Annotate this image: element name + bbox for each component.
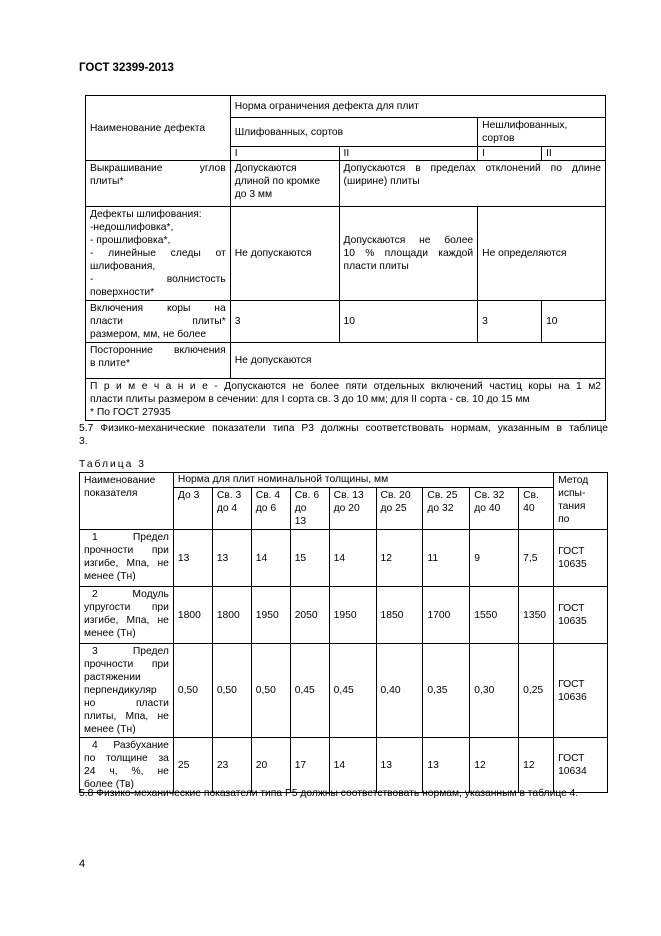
t3-thickness-header: Св. 4 до 6: [251, 488, 290, 530]
t3-value: 1550: [470, 587, 519, 644]
t3-value: 0,50: [212, 644, 251, 738]
grade-unpolished-2: II: [542, 147, 606, 161]
t3-value: 0,50: [173, 644, 212, 738]
t3-value: 0,45: [290, 644, 329, 738]
t3-value: 1800: [212, 587, 251, 644]
t3-value: 0,45: [329, 644, 376, 738]
bark-polished-1: 3: [230, 301, 339, 343]
t3-value: 1350: [519, 587, 554, 644]
t3-value: 12: [470, 738, 519, 793]
t3-row-name: 4 Разбухание по толщине за 24 ч, %, не более (Тв): [80, 738, 174, 793]
paragraph-5-8: 5.8 Физико-механические показатели типа Р5 должны соответствовать нормам, указанным в таблице 4.: [79, 788, 579, 799]
t3-method: ГОСТ 10635: [554, 587, 608, 644]
t3-thickness-header: Св. 20 до 25: [376, 488, 423, 530]
row-name-chipping: Выкрашивание углов плиты*: [86, 161, 231, 207]
t3-value: 17: [290, 738, 329, 793]
t3-value: 23: [212, 738, 251, 793]
paragraph-5-7: 5.7 Физико-механические показатели типа Р3 должны соответствовать нормам, указанным в таблице 3.: [79, 423, 608, 447]
t3-norm-header: Норма для плит номинальной толщины, мм: [173, 473, 553, 488]
t3-value: 14: [251, 530, 290, 587]
table3-caption: Таблица 3: [79, 459, 146, 470]
chipping-polished-1: Допускаются длиной по кромке до 3 мм: [230, 161, 339, 207]
t3-value: 20: [251, 738, 290, 793]
t3-value: 0,35: [423, 644, 470, 738]
t3-thickness-header: Св. 32 до 40: [470, 488, 519, 530]
t3-thickness-header: Св. 3 до 4: [212, 488, 251, 530]
row-name-bark-inclusions: Включения коры на пласти плиты* размером, мм, не более: [86, 301, 231, 343]
t3-value: 1700: [423, 587, 470, 644]
t3-value: 12: [376, 530, 423, 587]
t3-value: 13: [173, 530, 212, 587]
t3-row-name: 1 Предел прочности при изгибе, Мпа, не менее (Тн): [80, 530, 174, 587]
document-code: ГОСТ 32399-2013: [79, 62, 174, 74]
unpolished-header: Нешлифованных, сортов: [478, 118, 606, 147]
polished-header: Шлифованных, сортов: [230, 118, 477, 147]
t3-method: ГОСТ 10636: [554, 644, 608, 738]
t3-thickness-header: До 3: [173, 488, 212, 530]
t3-value: 12: [519, 738, 554, 793]
t3-method-header: Метод испы- тания по: [554, 473, 608, 530]
row-name-grinding-defects: Дефекты шлифования: -недошлифовка*, - прошлифовка*, - линейные следы от шлифования, - волнистость поверхности*: [86, 207, 231, 301]
t3-value: 14: [329, 530, 376, 587]
table1-note: П р и м е ч а н и е - Допускаются не более пяти отдельных включений частиц коры на 1 м2 пласти плиты размером в сечении: для I сорта св. 3 до 10 мм; для II сорта - св. 10 до 15 мм * По ГОСТ 27935: [86, 379, 606, 421]
grade-polished-2: II: [339, 147, 478, 161]
bark-unpolished-2: 10: [542, 301, 606, 343]
grinding-unpolished: Не определяются: [478, 207, 606, 301]
t3-value: 0,50: [251, 644, 290, 738]
norm-header: Норма ограничения дефекта для плит: [230, 96, 605, 118]
defect-limits-table: [85, 95, 606, 421]
t3-value: 14: [329, 738, 376, 793]
t3-value: 15: [290, 530, 329, 587]
bark-polished-2: 10: [339, 301, 478, 343]
t3-value: 2050: [290, 587, 329, 644]
t3-value: 11: [423, 530, 470, 587]
t3-value: 13: [212, 530, 251, 587]
grade-unpolished-1: I: [478, 147, 542, 161]
t3-thickness-header: Св. 40: [519, 488, 554, 530]
t3-thickness-header: Св. 13 до 20: [329, 488, 376, 530]
physical-properties-table: [79, 472, 608, 793]
t3-value: 0,30: [470, 644, 519, 738]
t3-row-name: 2 Модуль упругости при изгибе, Мпа, не менее (Тн): [80, 587, 174, 644]
t3-value: 13: [423, 738, 470, 793]
page-number: 4: [79, 858, 86, 870]
foreign-inclusions-value: Не допускаются: [230, 343, 605, 379]
t3-value: 1950: [251, 587, 290, 644]
t3-value: 9: [470, 530, 519, 587]
t3-name-header: Наименование показателя: [80, 473, 174, 530]
t3-value: 1950: [329, 587, 376, 644]
t3-value: 7,5: [519, 530, 554, 587]
t3-value: 1850: [376, 587, 423, 644]
t3-row-name: 3 Предел прочности при растяжении перпендикуляр но пласти плиты, Мпа, не менее (Тн): [80, 644, 174, 738]
t3-value: 25: [173, 738, 212, 793]
bark-unpolished-1: 3: [478, 301, 542, 343]
t3-method: ГОСТ 10635: [554, 530, 608, 587]
t3-value: 0,25: [519, 644, 554, 738]
t3-thickness-header: Св. 6 до 13: [290, 488, 329, 530]
grinding-polished-1: Не допускаются: [230, 207, 339, 301]
grinding-polished-2: Допускаются не более 10 % площади каждой пласти плиты: [339, 207, 478, 301]
t3-value: 0,40: [376, 644, 423, 738]
t3-value: 1800: [173, 587, 212, 644]
t3-method: ГОСТ 10634: [554, 738, 608, 793]
defect-name-header: Наименование дефекта: [86, 96, 231, 161]
t3-thickness-header: Св. 25 до 32: [423, 488, 470, 530]
grade-polished-1: I: [230, 147, 339, 161]
t3-value: 13: [376, 738, 423, 793]
chipping-other: Допускаются в пределах отклонений по длине (ширине) плиты: [339, 161, 605, 207]
row-name-foreign-inclusions: Посторонние включения в плите*: [86, 343, 231, 379]
